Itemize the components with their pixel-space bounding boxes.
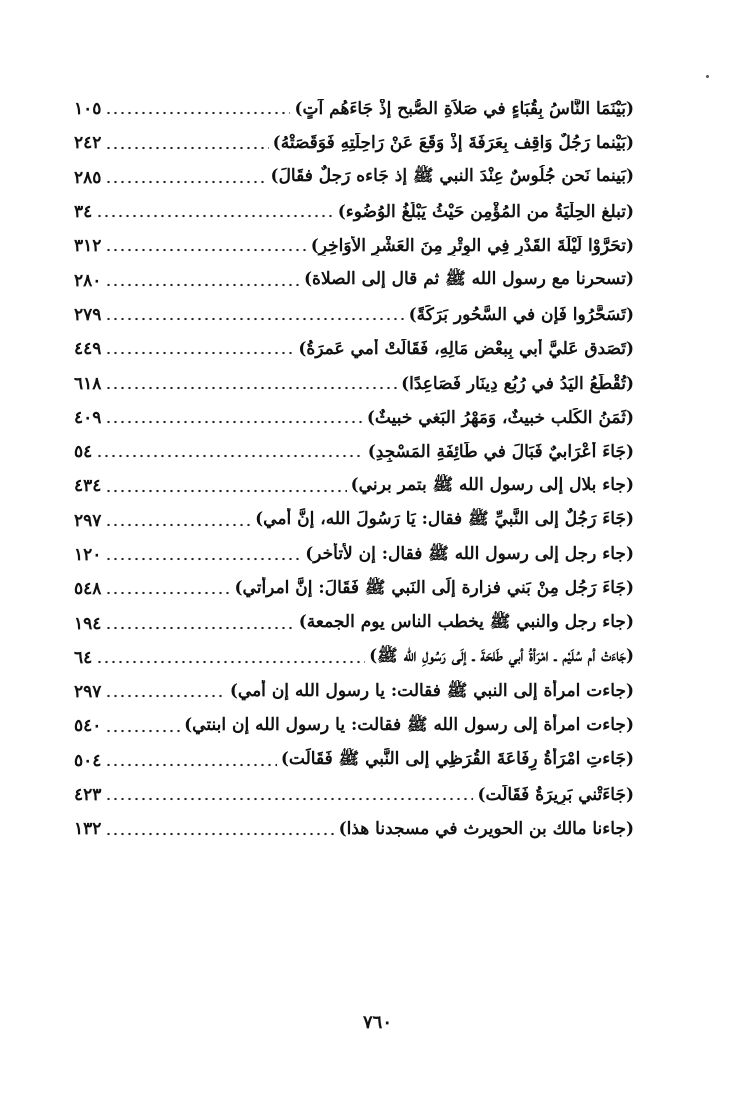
index-entry [74, 435, 634, 469]
dot-leader [105, 248, 306, 252]
entry-page-number: ٥٤٠ [74, 716, 102, 737]
entry-text: (تَصَدق عَليَّ أبي بِبعْضِ مَالِهِ، فَقَالَتْ أمي عَمرَةُ) [298, 339, 634, 360]
entry-page-number: ٦١٨ [74, 373, 102, 394]
dot-leader [105, 832, 334, 836]
dot-leader [105, 180, 266, 184]
index-entry [74, 572, 634, 606]
entry-text: (تَسَحَّرُوا فَإن في السَّحُور بَرَكَةً) [408, 304, 634, 325]
index-entry [74, 298, 634, 332]
entry-page-number: ١٣٢ [74, 819, 102, 840]
entry-text: (تُقْطَعُ اليَدُ في رُبُع دِينَار فَصَاعِدًا) [401, 373, 634, 394]
index-entry [74, 366, 634, 400]
entry-page-number: ٤٣٤ [74, 476, 102, 497]
entry-text: (جَاءَتْني بَرِيرَةُ فَقَالَت) [477, 785, 634, 806]
dot-leader [105, 111, 290, 115]
entry-text: (جاءت امرأة إلى النبي ﷺ فقالت: يا رسول الله إن أمي) [229, 680, 634, 701]
entry-text: (جاء رجل والنبي ﷺ يخطب الناس يوم الجمعة) [298, 612, 634, 633]
index-entry [74, 675, 634, 709]
entry-page-number: ٢٨٠ [74, 270, 102, 291]
entry-page-number: ٢٨٥ [74, 167, 102, 188]
entry-page-number: ٦٤ [74, 647, 93, 668]
hadith-index-list [74, 92, 634, 847]
entry-text: (جَاءتِ امْرَأةُ رِفَاعَةَ القُرَظِي إلى النَّبي ﷺ فَقَالَت) [280, 749, 634, 770]
entry-text: (ثَمَنُ الكَلب خبيثٌ، وَمَهْرُ البَغي خبيثٌ) [366, 407, 634, 428]
entry-page-number: ٢٩٧ [74, 682, 102, 703]
index-entry [74, 161, 634, 195]
index-entry [74, 606, 634, 640]
entry-text: (بَيْنَمَا النَّاسُ بِقُبَاءٍ في صَلاَةِ الصُّبح إذْ جَاءَهُم آتٍ) [294, 99, 634, 120]
dot-leader [105, 557, 301, 561]
index-entry [74, 263, 634, 297]
entry-text: (جاء رجل إلى رسول الله ﷺ فقال: إن لأتأخر) [305, 543, 634, 564]
entry-text: (تسحرنا مع رسول الله ﷺ ثم قال إلى الصلاة) [304, 269, 634, 290]
index-entry [74, 332, 634, 366]
entry-page-number: ٢٩٧ [74, 510, 102, 531]
entry-text: (جاءنا مالك بن الحويرث في مسجدنا هذا) [338, 819, 634, 840]
dot-leader [105, 146, 268, 150]
dot-leader [105, 420, 362, 424]
index-entry [74, 126, 634, 160]
entry-page-number: ١٩٤ [74, 613, 102, 634]
entry-text: (جاءت امرأة إلى رسول الله ﷺ فقالت: يا رسول الله إن ابنتي) [184, 714, 634, 735]
dot-leader [105, 763, 276, 767]
entry-page-number: ١٠٥ [74, 99, 102, 120]
index-entry [74, 641, 634, 675]
entry-text: (بَيْنما رَجُلٌ وَاقِف بِعَرَفَةَ إذْ وَقَعَ عَنْ رَاحِلَتِهِ فَوَقَصَتْهُ) [272, 133, 634, 154]
index-entry [74, 401, 634, 435]
entry-page-number: ٢٤٢ [74, 133, 102, 154]
page-number: ٧٦٠ [362, 1012, 392, 1033]
index-entry [74, 229, 634, 263]
index-entry [74, 744, 634, 778]
dot-leader [96, 454, 363, 458]
index-entry [74, 778, 634, 812]
entry-text: (بَينما نَحن جُلُوسٌ عِنْدَ النبي ﷺ إذ جَاءه رَجلٌ فقَالَ) [270, 166, 634, 187]
entry-text: (تحَرَّوْا لَيْلَةَ القَدْرِ فِي الوِتْرِ مِنَ العَشْرِ الأوَاخِرِ) [310, 236, 634, 257]
index-entry [74, 504, 634, 538]
index-entry [74, 812, 634, 846]
dot-leader [105, 489, 346, 493]
entry-page-number: ٤٢٣ [74, 785, 102, 806]
entry-page-number: ٣٤ [74, 202, 93, 223]
index-entry [74, 709, 634, 743]
dot-leader [96, 214, 333, 218]
entry-text: (جَاءَ أعْرَابيٌ فَبَالَ في طَائِفَةِ المَسْجِدِ) [367, 442, 634, 463]
entry-page-number: ٥٤ [74, 442, 93, 463]
index-entry [74, 469, 634, 503]
dot-leader [105, 797, 473, 801]
scan-speck [706, 75, 709, 78]
dot-leader [105, 283, 300, 287]
index-entry [74, 538, 634, 572]
dot-leader [105, 351, 294, 355]
entry-page-number: ٢٧٩ [74, 304, 102, 325]
entry-text: (جَاءَ رَجُلٌ إلى النَّبيِّ ﷺ فقال: يَا رَسُولَ الله، إنَّ أمي) [255, 509, 634, 530]
dot-leader [96, 660, 365, 664]
dot-leader [105, 386, 397, 390]
entry-page-number: ٤٠٩ [74, 407, 102, 428]
dot-leader [105, 729, 180, 733]
entry-page-number: ١٢٠ [74, 545, 102, 565]
dot-leader [105, 694, 225, 698]
entry-page-number: ٤٤٩ [74, 339, 102, 360]
entry-text: (تبلغ الحِلْيَةُ من المُؤْمِنِ حَيْثُ يَبْلُغُ الوُضُوء) [337, 202, 634, 223]
dot-leader [105, 591, 230, 595]
entry-page-number: ٥٤٨ [74, 579, 102, 600]
dot-leader [105, 626, 294, 630]
dot-leader [105, 317, 404, 321]
dot-leader [105, 523, 251, 527]
index-entry [74, 195, 634, 229]
entry-text: (جَاءَ رَجُل مِنْ بَني فزارة إلَى النَبي ﷺ فَقَالَ: إنَّ امرأتي) [234, 577, 634, 598]
entry-page-number: ٥٠٤ [74, 750, 102, 771]
entry-page-number: ٣١٢ [74, 236, 102, 257]
index-entry [74, 92, 634, 126]
entry-text: (جاء بلال إلى رسول الله ﷺ بتمر برني) [350, 474, 634, 495]
entry-text: (جَاءَتْ أم سُلَيْم ـ امْرَأةُ أبي طَلحَةَ ـ إلَى رَسُولِ الله ﷺ) [369, 646, 634, 667]
